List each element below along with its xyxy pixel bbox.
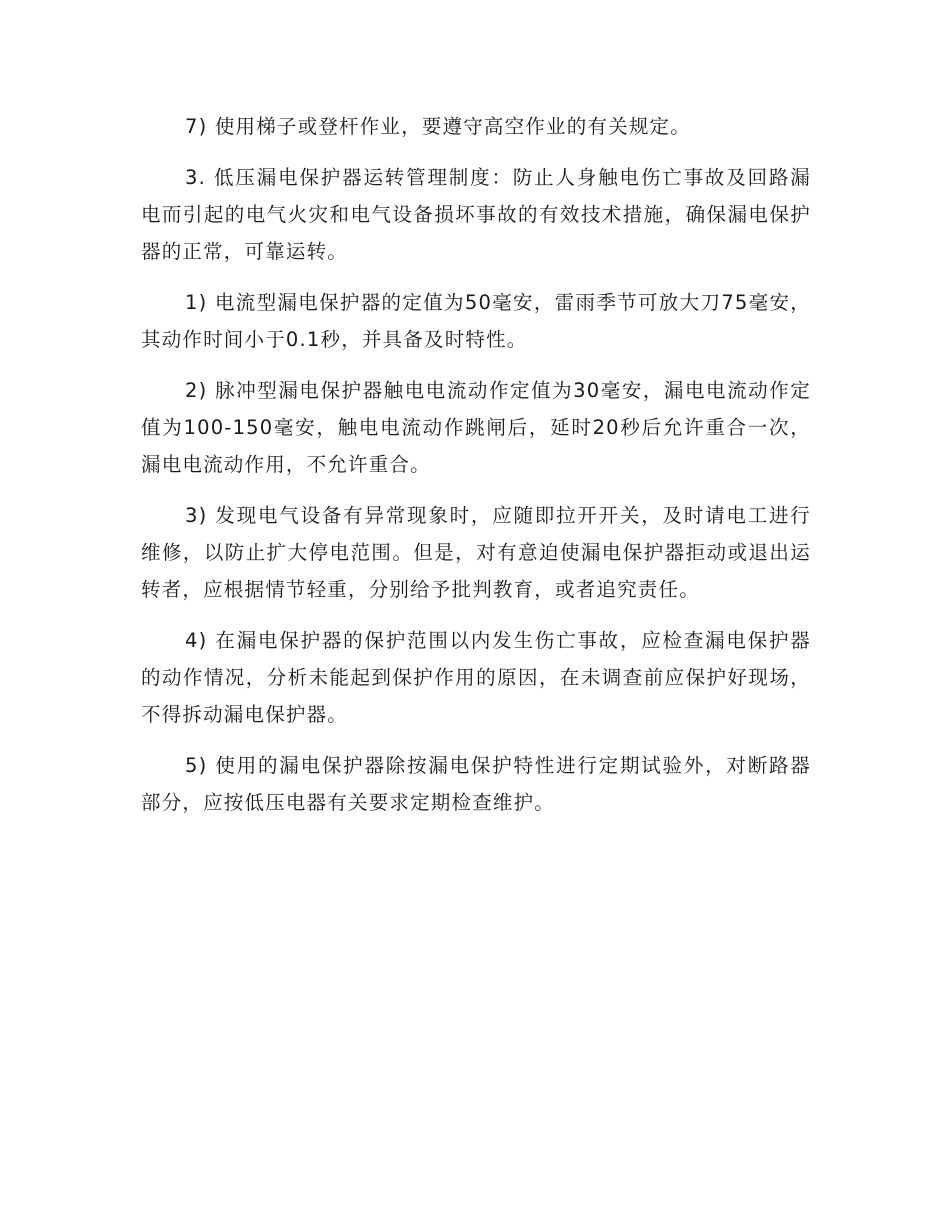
- paragraph-item-7-ladder: 7) 使用梯子或登杆作业，要遵守高空作业的有关规定。: [185, 115, 691, 138]
- paragraph-item-3-abnormal: 3) 发现电气设备有异常现象时，应随即拉开开关，及时请电工进行维修，以防止扩大停电范围。但是，对有意迫使漏电保护器拒动或退出运转者，应根据情节轻重，分别给予批判教育，或者追究责任。: [141, 504, 811, 601]
- paragraph-item-4-accident: 4) 在漏电保护器的保护范围以内发生伤亡事故，应检查漏电保护器的动作情况，分析未能起到保护作用的原因，在未调查前应保护好现场，不得拆动漏电保护器。: [141, 629, 811, 726]
- paragraph-item-1-current-type: 1) 电流型漏电保护器的定值为50毫安，雷雨季节可放大刀75毫安，其动作时间小于0.1秒，并具备及时特性。: [141, 291, 811, 351]
- paragraph-section-3-leakage-protector: 3. 低压漏电保护器运转管理制度：防止人身触电伤亡事故及回路漏电而引起的电气火灾和电气设备损坏事故的有效技术措施，确保漏电保护器的正常，可靠运转。: [141, 166, 811, 263]
- paragraph-item-5-testing: 5) 使用的漏电保护器除按漏电保护特性进行定期试验外，对断路器部分，应按低压电器有关要求定期检查维护。: [141, 754, 811, 814]
- paragraph-item-2-pulse-type: 2) 脉冲型漏电保护器触电电流动作定值为30毫安，漏电电流动作定值为100-150毫安，触电电流动作跳闸后，延时20秒后允许重合一次，漏电电流动作用，不允许重合。: [141, 379, 811, 476]
- document-body: [141, 108, 811, 835]
